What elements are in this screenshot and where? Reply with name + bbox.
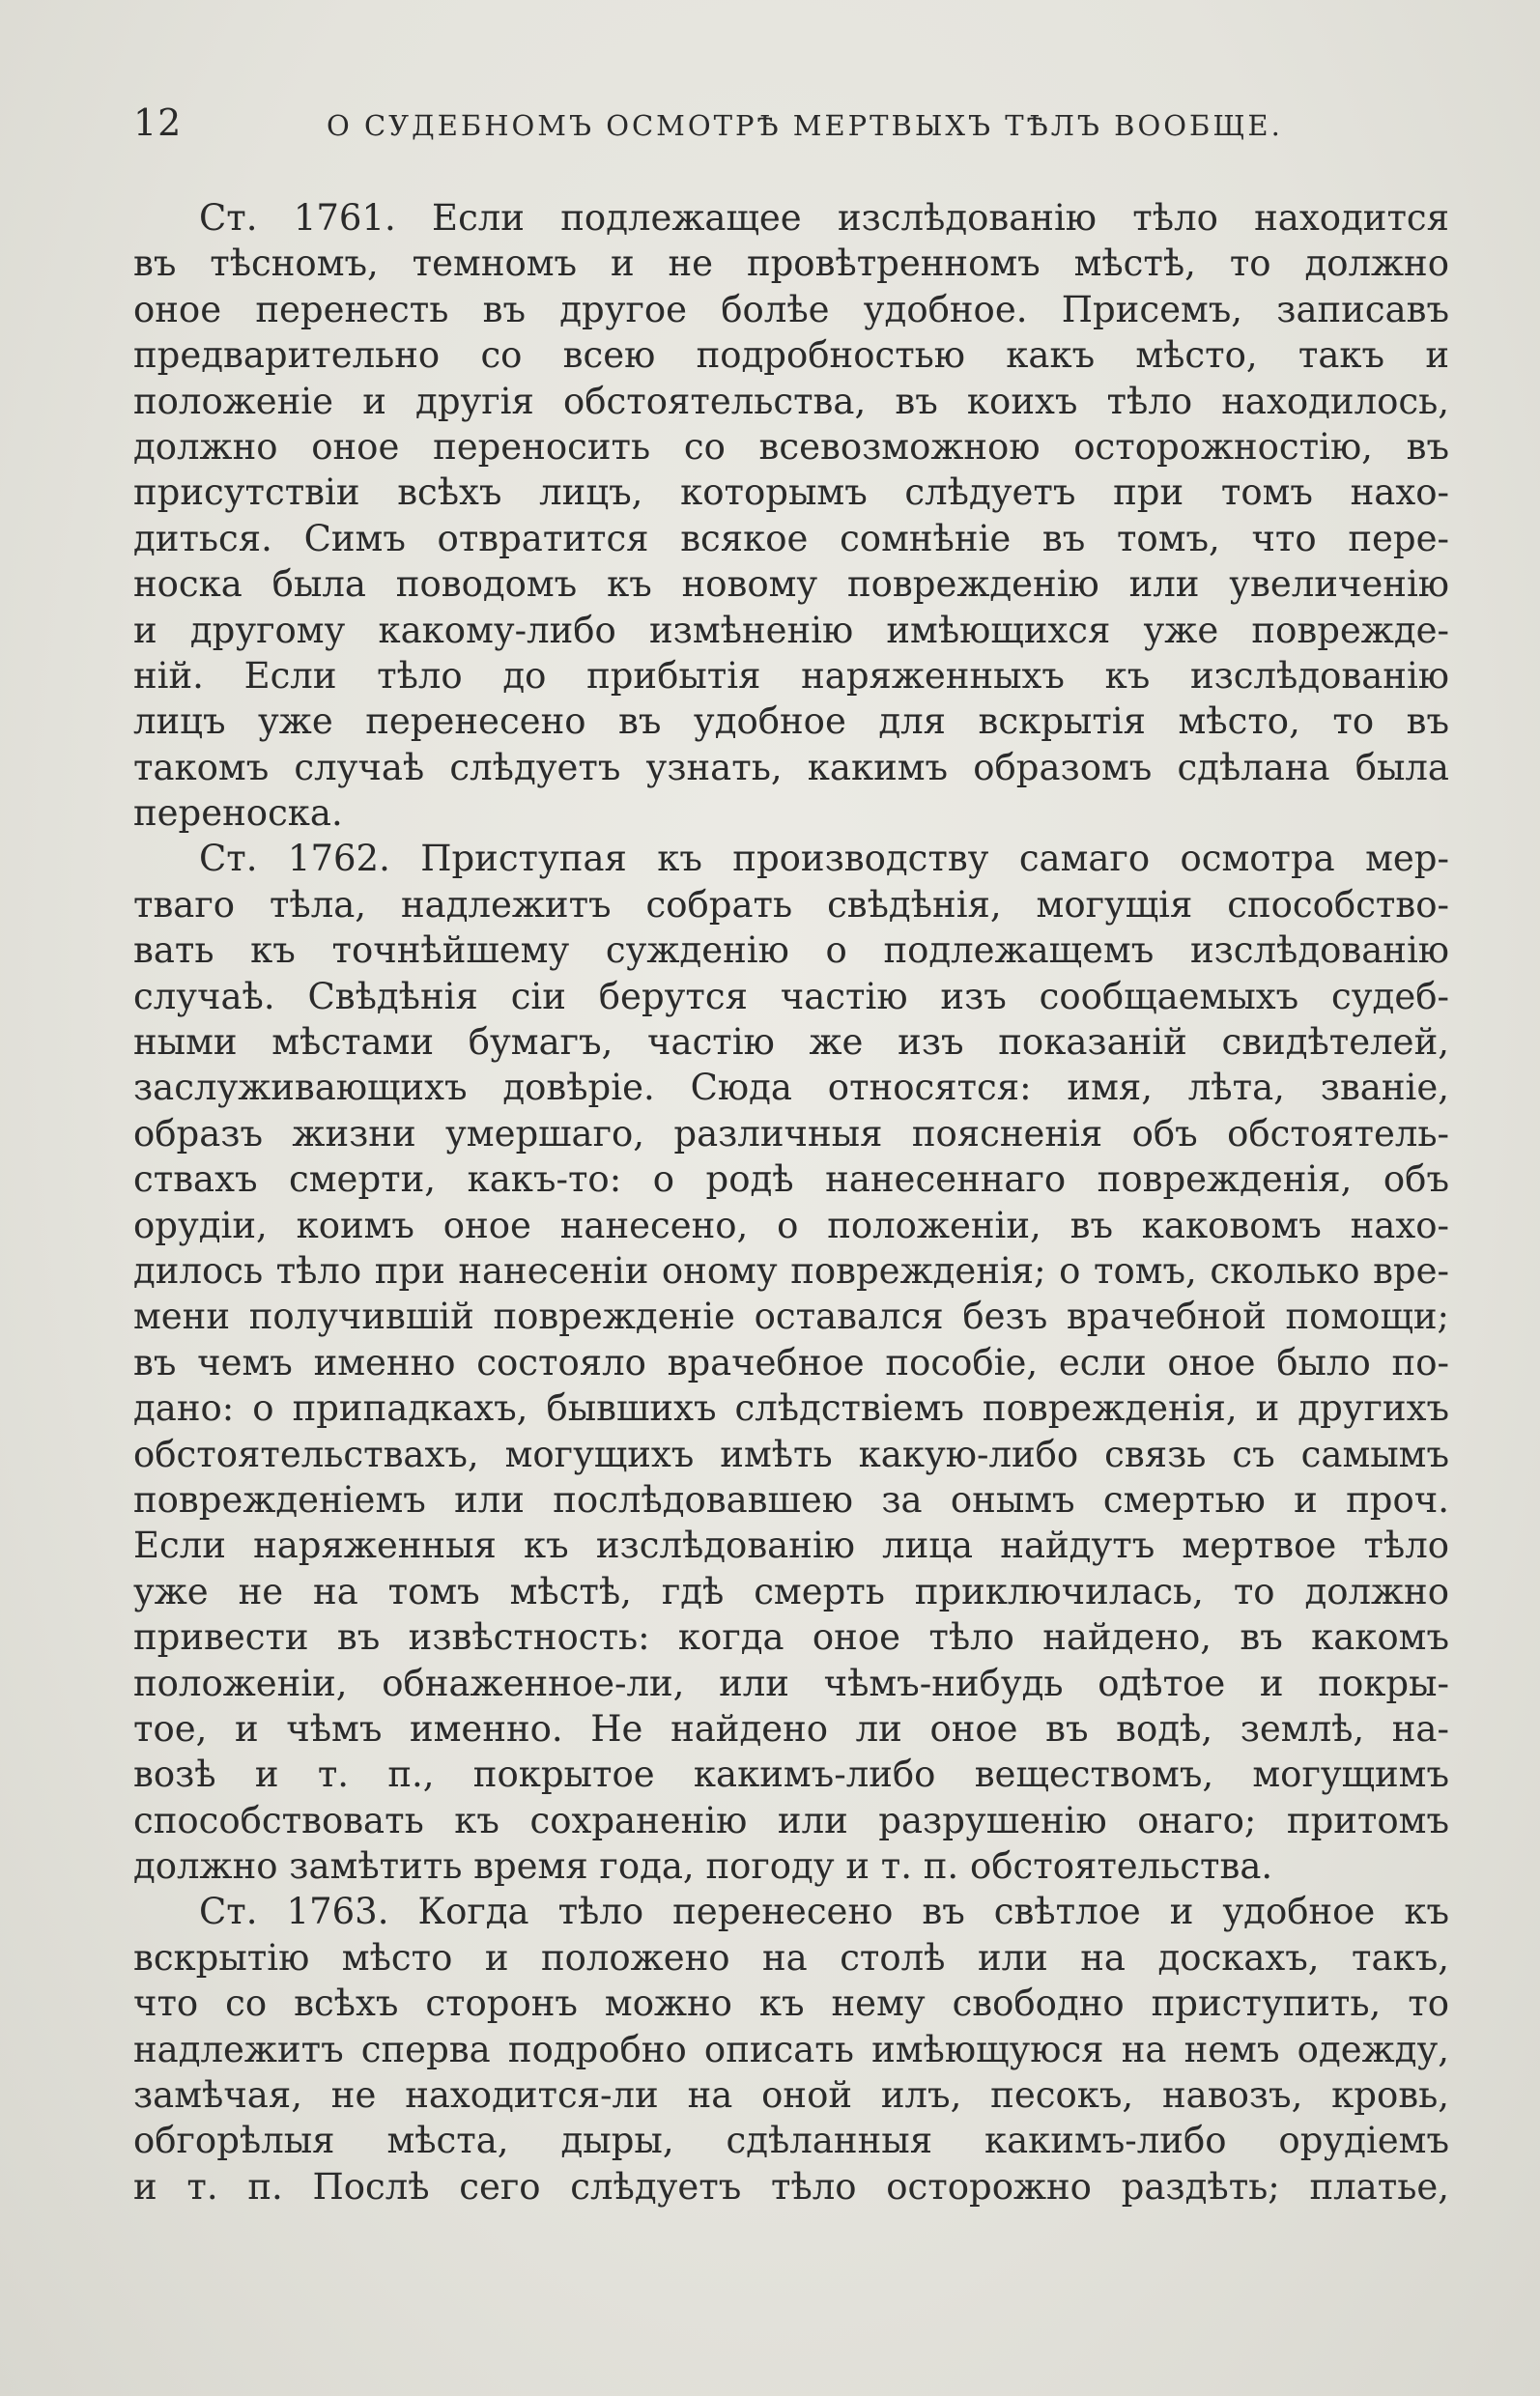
text-line: присутствіи всѣхъ лицъ, которымъ слѣдуетъ при томъ нахо- <box>133 471 1449 514</box>
text-line: въ тѣсномъ, темномъ и не провѣтренномъ мѣстѣ, то должно <box>133 242 1449 285</box>
text-line: вскрытію мѣсто и положено на столѣ или на доскахъ, такъ, <box>133 1936 1449 1979</box>
text-line: положеніи, обнаженное-ли, или чѣмъ-нибудь одѣтое и покры- <box>133 1662 1449 1704</box>
article-1761 <box>133 195 1449 836</box>
text-line: дано: о припадкахъ, бывшихъ слѣдствіемъ поврежденія, и другихъ <box>133 1387 1449 1430</box>
text-line: Ст. 1761. Если подлежащее изслѣдованію тѣло находится <box>199 197 1449 239</box>
text-line: обстоятельствахъ, могущихъ имѣть какую-либо связь съ самымъ <box>133 1433 1449 1475</box>
text-line: такомъ случаѣ слѣдуетъ узнать, какимъ образомъ сдѣлана была <box>133 746 1449 788</box>
article-1763 <box>133 1889 1449 2210</box>
text-line: и другому какому-либо измѣненію имѣющихся уже поврежде- <box>133 609 1449 651</box>
text-line: ствахъ смерти, какъ-то: о родѣ нанесеннаго поврежденія, объ <box>133 1158 1449 1201</box>
text-line: носка была поводомъ къ новому поврежденію или увеличенію <box>133 563 1449 606</box>
text-line: тое, и чѣмъ именно. Не найдено ли оное въ водѣ, землѣ, на- <box>133 1707 1449 1750</box>
text-line: надлежитъ сперва подробно описать имѣющуюся на немъ одежду, <box>133 2028 1449 2070</box>
text-line: и т. п. Послѣ сего слѣдуетъ тѣло осторожно раздѣть; платье, <box>133 2165 1449 2208</box>
text-line: случаѣ. Свѣдѣнія сіи берутся частію изъ сообщаемыхъ судеб- <box>133 975 1449 1017</box>
text-line: орудіи, коимъ оное нанесено, о положеніи, въ каковомъ нахо- <box>133 1204 1449 1246</box>
body-text <box>133 195 1449 2210</box>
text-line: дилось тѣло при нанесеніи оному поврежденія; о томъ, сколько вре- <box>133 1249 1449 1292</box>
text-line: уже не на томъ мѣстѣ, гдѣ смерть приключилась, то должно <box>133 1570 1449 1612</box>
page-header <box>133 101 1438 159</box>
text-line: Ст. 1762. Приступая къ производству самаго осмотра мер- <box>199 838 1449 880</box>
text-line: образъ жизни умершаго, различныя поясненія объ обстоятель- <box>133 1112 1449 1155</box>
text-line: способствовать къ сохраненію или разрушенію онаго; притомъ <box>133 1799 1449 1841</box>
text-line: возѣ и т. п., покрытое какимъ-либо веществомъ, могущимъ <box>133 1754 1449 1796</box>
text-line: переноска. <box>133 792 343 835</box>
text-line: мени получившій поврежденіе оставался безъ врачебной помощи; <box>133 1296 1449 1338</box>
text-line: ными мѣстами бумагъ, частію же изъ показаній свидѣтелей, <box>133 1021 1449 1064</box>
text-line: вать къ точнѣйшему сужденію о подлежащемъ изслѣдованію <box>133 929 1449 972</box>
text-line: оное перенесть въ другое болѣе удобное. Присемъ, записавъ <box>133 288 1449 330</box>
text-line: замѣчая, не находится-ли на оной илъ, песокъ, навозъ, кровь, <box>133 2074 1449 2117</box>
text-line: что со всѣхъ сторонъ можно къ нему свободно приступить, то <box>133 1982 1449 2025</box>
page-number: 12 <box>133 101 183 144</box>
text-line: положеніе и другія обстоятельства, въ коихъ тѣло находилось, <box>133 380 1449 422</box>
text-line: тваго тѣла, надлежитъ собрать свѣдѣнія, могущія способство- <box>133 883 1449 926</box>
text-line: Ст. 1763. Когда тѣло перенесено въ свѣтлое и удобное къ <box>199 1891 1449 1933</box>
text-line: привести въ извѣстность: когда оное тѣло найдено, въ какомъ <box>133 1616 1449 1659</box>
running-title: О СУДЕБНОМЪ ОСМОТРѢ МЕРТВЫХЪ ТѢЛЪ ВООБЩЕ. <box>327 109 1283 142</box>
article-1762 <box>133 836 1449 1889</box>
text-line: заслуживающихъ довѣріе. Сюда относятся: имя, лѣта, званіе, <box>133 1067 1449 1109</box>
text-line: должно замѣтить время года, погоду и т. п. обстоятельства. <box>133 1845 1273 1888</box>
text-line: диться. Симъ отвратится всякое сомнѣніе въ томъ, что пере- <box>133 517 1449 559</box>
text-line: ній. Если тѣло до прибытія наряженныхъ къ изслѣдованію <box>133 654 1449 697</box>
text-line: Если наряженныя къ изслѣдованію лица найдутъ мертвое тѣло <box>133 1525 1449 1567</box>
text-line: предварительно со всею подробностью какъ мѣсто, такъ и <box>133 334 1449 377</box>
text-line: въ чемъ именно состояло врачебное пособіе, если оное было по- <box>133 1341 1449 1383</box>
text-line: поврежденіемъ или послѣдовавшею за онымъ смертью и проч. <box>133 1478 1449 1521</box>
text-line: обгорѣлыя мѣста, дыры, сдѣланныя какимъ-либо орудіемъ <box>133 2120 1449 2162</box>
text-line: должно оное переносить со всевозможною осторожностію, въ <box>133 425 1449 468</box>
text-line: лицъ уже перенесено въ удобное для вскрытія мѣсто, то въ <box>133 700 1449 743</box>
